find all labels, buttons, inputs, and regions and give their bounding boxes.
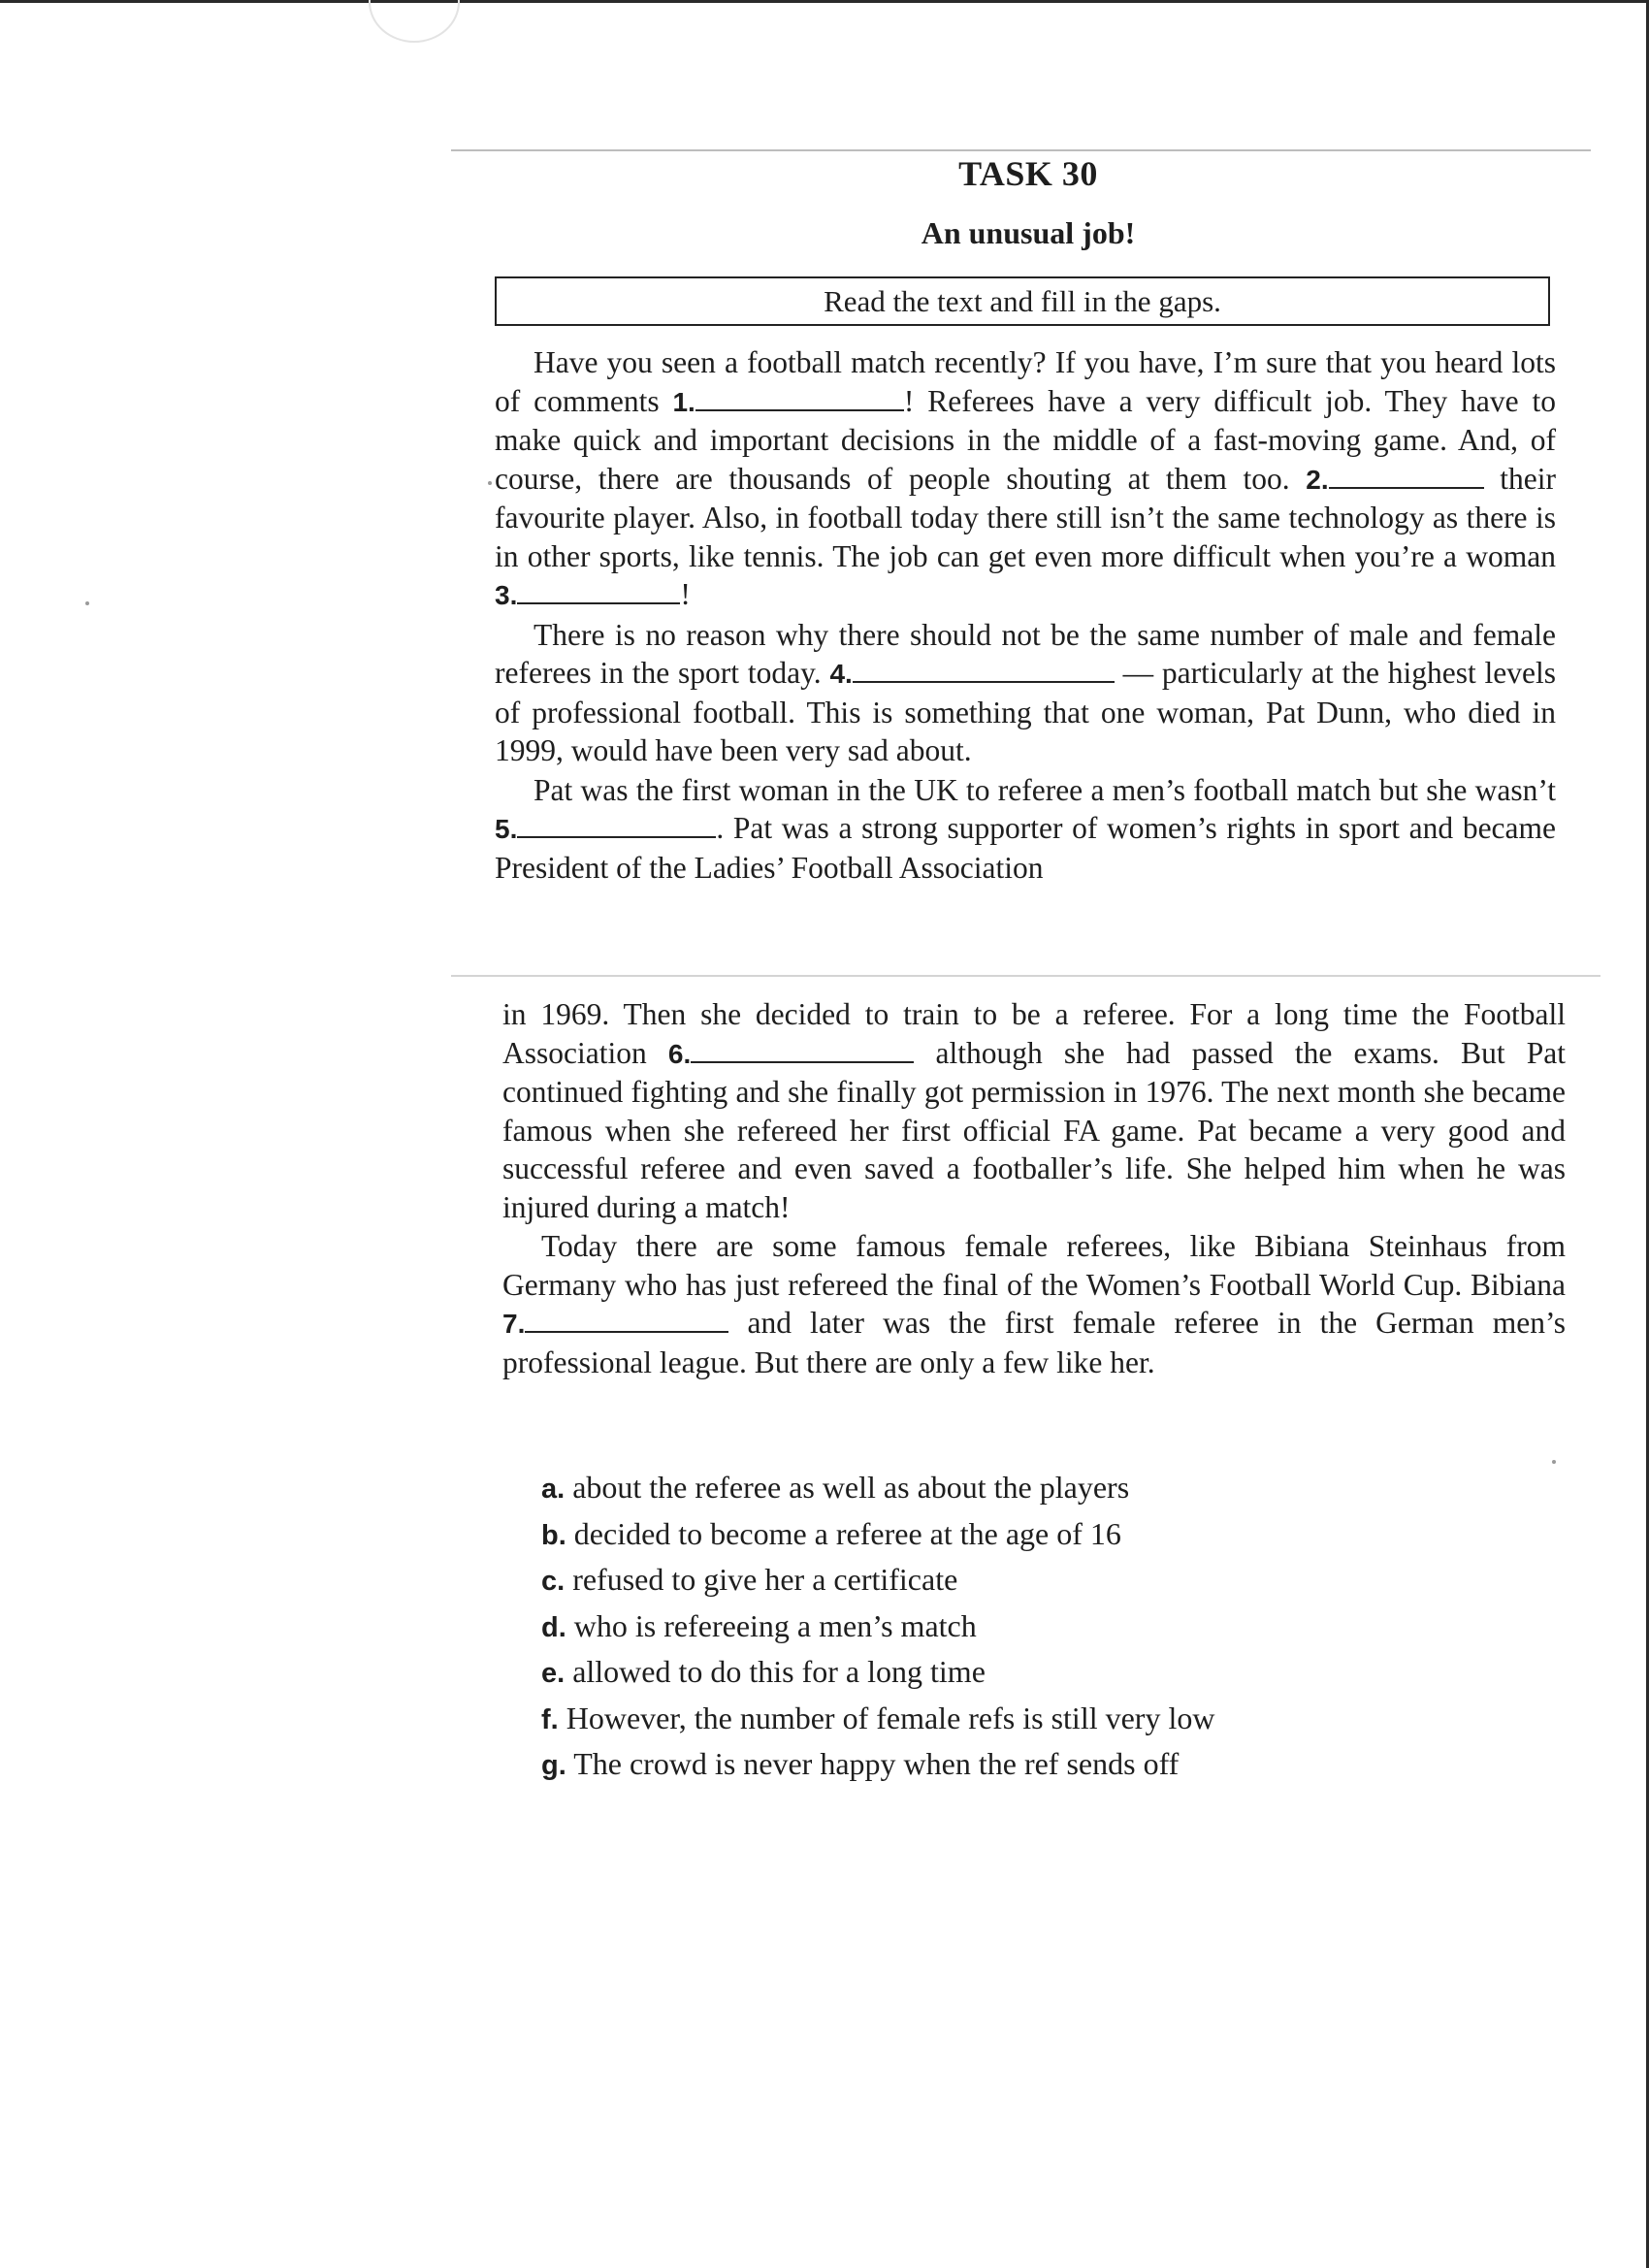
paragraph-2: There is no reason why there should not be the same number of male and female referees in the sport today. 4. — particularly at the highest levels of professional football. This is something that one woman, Pat Dunn, who died in 1999, would have been very sad about. <box>495 617 1556 767</box>
scan-speck <box>488 481 492 485</box>
gap-number-4: 4. <box>829 659 853 689</box>
scan-speck <box>85 601 89 605</box>
answer-options <box>541 1465 1214 1788</box>
paragraph-1: Have you seen a football match recently? If you have, I’m sure that you heard lots of comments 1. ! Referees have a very difficult job. They have to make quick and important decisions in the middle of a fast-moving game. And, of course, there are thousands of people shouting at them too. 2. their favourite player. Also, in football today there still isn’t the same technology as there is in other sports, like tennis. The job can get even more difficult when you’re a woman 3. ! <box>495 345 1556 611</box>
scan-speck <box>1552 1460 1556 1464</box>
option-c[interactable]: c. refused to give her a certificate <box>541 1562 958 1597</box>
passage-part-1 <box>495 343 1556 888</box>
option-e[interactable]: e. allowed to do this for a long time <box>541 1654 986 1689</box>
gap-number-1: 1. <box>672 386 695 417</box>
option-d[interactable]: d. who is refereeing a men’s match <box>541 1607 977 1643</box>
scan-edge-top <box>0 0 1649 3</box>
gap-7[interactable] <box>525 1306 728 1333</box>
gap-6[interactable] <box>691 1036 914 1063</box>
task-title: TASK 30 <box>958 154 1098 193</box>
option-f[interactable]: f. However, the number of female refs is still very low <box>541 1700 1215 1735</box>
gap-number-3: 3. <box>495 580 518 610</box>
passage-part-2 <box>502 995 1566 1382</box>
task-subtitle: An unusual job! <box>921 215 1136 250</box>
option-b[interactable]: b. decided to become a referee at the age of 16 <box>541 1515 1121 1551</box>
instruction-box <box>495 276 1550 326</box>
paragraph-4: Today there are some famous female referees, like Bibiana Steinhaus from Germany who has just refereed the final of the Women’s Football World Cup. Bibiana 7. and later was the first female referee in the German men’s professional league. But there are only a few like her. <box>502 1229 1566 1379</box>
gap-number-5: 5. <box>495 814 518 844</box>
gap-4[interactable] <box>853 656 1115 683</box>
gap-number-6: 6. <box>667 1038 692 1069</box>
gap-3[interactable] <box>517 577 680 604</box>
option-g[interactable]: g. The crowd is never happy when the ref sends off <box>541 1746 1180 1781</box>
paragraph-3: Pat was the first woman in the UK to referee a men’s football match but she wasn’t 5. . Pat was a strong supporter of women’s rights in sport and became President of the Ladies’ Football Association <box>495 772 1556 885</box>
gap-1[interactable] <box>695 384 904 411</box>
paragraph-3-continued: in 1969. Then she decided to train to be a referee. For a long time the Football Association 6. although she had passed the exams. But Pat continued fighting and she finally got permission in 1976. The next month she became famous when she refereed her first official FA game. Pat became a very good and successful referee and even saved a footballer’s life. She helped him when he was injured during a match! <box>502 997 1567 1224</box>
instruction-text: Read the text and fill in the gaps. <box>824 283 1221 318</box>
scan-corner-mark <box>369 0 460 43</box>
option-a[interactable]: a. about the referee as well as about the players <box>541 1470 1130 1505</box>
gap-2[interactable] <box>1329 462 1484 489</box>
gap-number-7: 7. <box>502 1309 526 1339</box>
page-break-rule <box>451 975 1600 977</box>
gap-number-2: 2. <box>1306 464 1329 495</box>
gap-5[interactable] <box>517 811 716 838</box>
top-rule <box>451 149 1591 151</box>
